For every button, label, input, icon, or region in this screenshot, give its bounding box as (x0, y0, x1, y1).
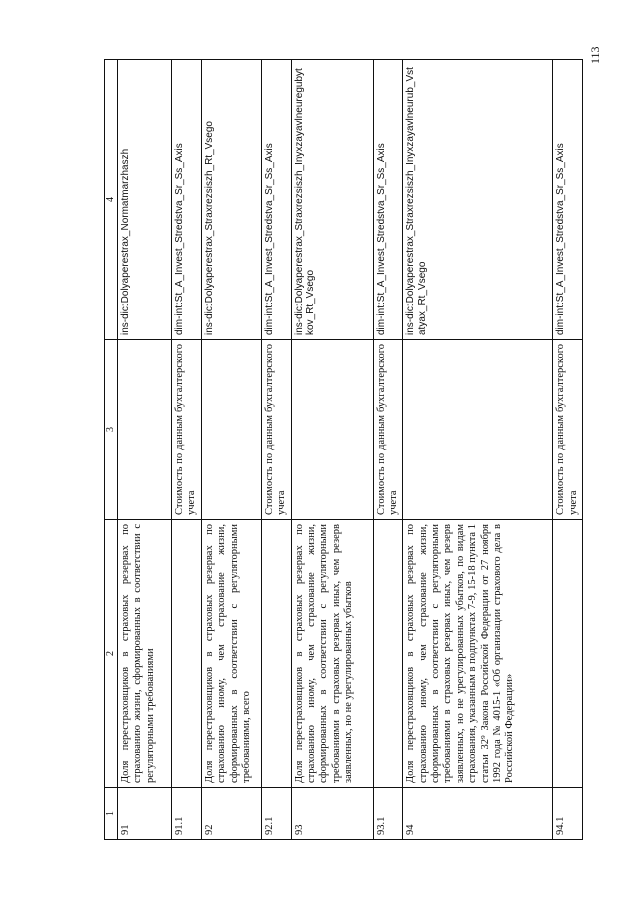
row-number: 94 (403, 788, 553, 840)
row-description (553, 520, 583, 788)
row-number: 93.1 (373, 788, 403, 840)
row-code: dim-int:St_A_Invest_Stredstva_Sr_Ss_Axis (553, 60, 583, 340)
row-source (403, 340, 553, 520)
report-table (104, 59, 583, 840)
row-source: Стоимость по данным бухгалтерского учета (172, 340, 202, 520)
row-description: Доля перестраховщиков в страховых резервах по страхованию жизни, сформированных в соответствии с регуляторными требованиями (118, 520, 172, 788)
table-row (261, 60, 291, 840)
column-number-header (105, 60, 118, 840)
row-description: Доля перестраховщиков в страховых резервах по страхованию иному, чем страхование жизни, сформированных в соответствии с регуляторными требованиями в страховых резервах иных, чем резерв заявленных, но не урегулированных убытков, по видам страхования, указанным в подпунктах 7-9, 15-18 пункта 1 статьи 32⁹ Закона Российской Федерации от 27 ноября 1992 года № 4015-1 «Об организации страхового дела в Российской Федерации» (403, 520, 553, 788)
header-col-3: 3 (105, 340, 118, 520)
row-source: Стоимость по данным бухгалтерского учета (261, 340, 291, 520)
row-number: 93 (291, 788, 373, 840)
row-description: Доля перестраховщиков в страховых резервах по страхованию иному, чем страхование жизни, сформированных в соответствии с регуляторными требованиями, всего (201, 520, 261, 788)
table-row (403, 60, 553, 840)
header-col-2: 2 (105, 520, 118, 788)
table-row (553, 60, 583, 840)
table-row (291, 60, 373, 840)
row-code: ins-dic:Dolyaperestrax_Straxrezsiszh_Inyxzayavlneuregubyt kov_Rt_Vsego (291, 60, 373, 340)
table-row (172, 60, 202, 840)
row-code: ins-dic:Dolyaperestrax_Normatmarzhaszh (118, 60, 172, 340)
row-description (261, 520, 291, 788)
header-col-1: 1 (105, 788, 118, 840)
row-number: 94.1 (553, 788, 583, 840)
row-code: dim-int:St_A_Invest_Stredstva_Sr_Ss_Axis (261, 60, 291, 340)
page-number: 113 (588, 46, 602, 64)
row-source (291, 340, 373, 520)
row-number: 92.1 (261, 788, 291, 840)
table-row (373, 60, 403, 840)
row-description (373, 520, 403, 788)
row-source: Стоимость по данным бухгалтерского учета (373, 340, 403, 520)
header-col-4: 4 (105, 60, 118, 340)
row-number: 91 (118, 788, 172, 840)
row-code: dim-int:St_A_Invest_Stredstva_Sr_Ss_Axis (373, 60, 403, 340)
rotated-table-container (104, 60, 584, 840)
row-source (201, 340, 261, 520)
table-row (118, 60, 172, 840)
row-number: 91.1 (172, 788, 202, 840)
table-row (201, 60, 261, 840)
row-source (118, 340, 172, 520)
row-code: ins-dic:Dolyaperestrax_Straxrezsiszh_Inyxzayavlneurub_Vst atyax_Rt_Vsego (403, 60, 553, 340)
row-code: ins-dic:Dolyaperestrax_Straxrezsiszh_Rt_Vsego (201, 60, 261, 340)
row-number: 92 (201, 788, 261, 840)
row-description (172, 520, 202, 788)
row-code: dim-int:St_A_Invest_Stredstva_Sr_Ss_Axis (172, 60, 202, 340)
row-source: Стоимость по данным бухгалтерского учета (553, 340, 583, 520)
row-description: Доля перестраховщиков в страховых резервах по страхованию иному, чем страхование жизни, сформированных в соответствии с регуляторными требованиями в страховых резервах иных, чем резерв заявленных, но не урегулированных убытков (291, 520, 373, 788)
